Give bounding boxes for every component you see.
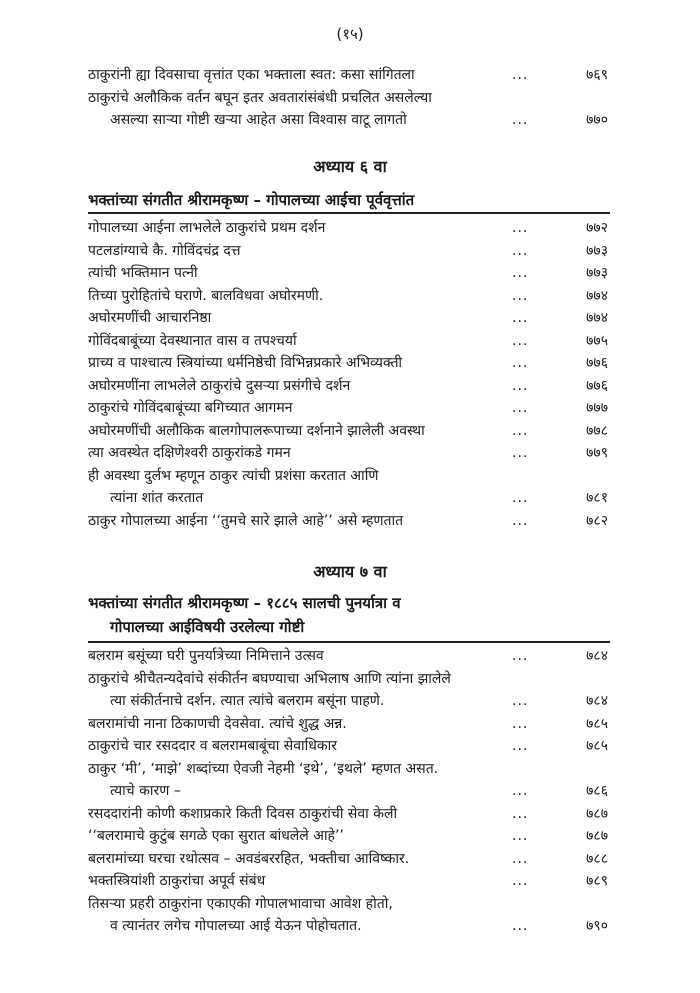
- chapter-heading: अध्याय ७ वा: [313, 562, 387, 581]
- toc-entry-text: ‘‘बलरामाचे कुटुंब सगळे एका सुरात बांधलेले आहे’’ ... ७८७: [88, 825, 608, 848]
- toc-entry-page: ७८१: [586, 490, 608, 506]
- leader-dots: ...: [512, 738, 529, 754]
- toc-entry-page: ७७३: [586, 242, 608, 259]
- toc-entry-text: अघोरमणींची आचारनिष्ठा ... ७७४: [88, 307, 608, 330]
- leader-dots: ...: [512, 112, 529, 128]
- toc-entry: [88, 420, 608, 443]
- toc-entry: [88, 262, 608, 285]
- toc-entry-text: तिच्या पुरोहितांचे घराणे. बालविधवा अघोरमणी. ... ७७४: [88, 285, 608, 308]
- chapter-heading: अध्याय ६ वा: [313, 157, 387, 176]
- toc-entry-page: ७७७: [586, 400, 608, 416]
- toc-entry: [88, 713, 608, 736]
- toc-entry-page: ७८२: [586, 512, 608, 529]
- leader-dots: ...: [512, 332, 529, 349]
- leader-dots: ...: [512, 873, 529, 889]
- toc-entry-page: ७७२: [586, 220, 608, 236]
- toc-entry: [88, 465, 608, 510]
- leader-dots: ...: [512, 67, 529, 83]
- toc-entry-page: ७८४: [586, 648, 608, 664]
- toc-entry-text: ठाकुरांचे गोविंदबाबूंच्या बगिच्यात आगमन ... ७७७: [88, 397, 608, 420]
- toc-entry-text: ठाकुरांचे श्रीचैतन्यदेवांचे संकीर्तन बघण्याचा अभिलाष आणि त्यांना झालेले: [88, 670, 451, 687]
- toc-entry-text: त्यांना शांत करतात ... ७८१: [88, 487, 608, 510]
- toc-entry-page: ७८५: [586, 715, 608, 732]
- toc-entry-text: ठाकुरांनी ह्या दिवसाचा वृत्तांत एका भक्ताला स्वत: कसा सांगितला ... ७६९: [88, 64, 608, 87]
- leader-dots: ...: [512, 693, 529, 709]
- toc-entry-text: ठाकुरांचे अलौकिक वर्तन बघून इतर अवतारांसंबंधी प्रचलित असलेल्या: [88, 89, 432, 106]
- toc-entry-page: ७६९: [586, 67, 608, 83]
- toc-entry-text: अघोरमणींना लाभलेले ठाकुरांचे दुसऱ्या प्रसंगीचे दर्शन ... ७७६: [88, 375, 608, 398]
- toc-entry-page: ७७८: [586, 422, 608, 439]
- toc-entry-page: ७८६: [586, 783, 608, 799]
- toc-entry: [88, 217, 608, 240]
- leader-dots: ...: [512, 783, 529, 799]
- toc-entry: [88, 64, 608, 87]
- section-title: [88, 591, 618, 639]
- toc-entry-page: ७९०: [586, 918, 608, 934]
- toc-entry-text: व त्यानंतर लगेच गोपालच्या आई येऊन पोहोचतात. ... ७९०: [88, 915, 608, 938]
- section-rule: [88, 641, 610, 643]
- toc-entry-text: रसददारांनी कोणी कशाप्रकारे किती दिवस ठाकुरांची सेवा केली ... ७८७: [88, 803, 608, 826]
- leader-dots: ...: [512, 512, 529, 529]
- leader-dots: ...: [512, 918, 529, 934]
- page-number: (१५): [336, 25, 364, 43]
- leader-dots: ...: [512, 490, 529, 506]
- toc-entry-text: भक्तस्त्रियांशी ठाकुरांचा अपूर्व संबंध ... ७८९: [88, 870, 608, 893]
- toc-entry-text: त्याचे कारण – ... ७८६: [88, 780, 608, 803]
- toc-entry-text: गोपालच्या आईना लाभलेले ठाकुरांचे प्रथम दर्शन ... ७७२: [88, 217, 608, 240]
- toc-entry-text: बलरामांच्या घरचा रथोत्सव – अवडंबररहित, भक्तीचा आविष्कार. ... ७८८: [88, 848, 608, 871]
- toc-entry: [88, 848, 608, 871]
- toc-entry-text: ठाकुर ‘मी’, ‘माझे’ शब्दांच्या ऐवजी नेहमी ‘इथे’, ‘इथले’ म्हणत असत.: [88, 760, 439, 777]
- leader-dots: ...: [512, 445, 529, 461]
- toc-entry: [88, 668, 608, 713]
- toc-entry-text: ठाकुर गोपालच्या आईना ‘‘तुमचे सारे झाले आहे’’ असे म्हणतात ... ७८२: [88, 510, 608, 533]
- toc-entry: [88, 758, 608, 803]
- toc-entry-page: ७७६: [586, 377, 608, 394]
- toc-entry-text: त्या संकीर्तनाचे दर्शन. त्यात त्यांचे बलराम बसूंना पाहणे. ... ७८४: [88, 690, 608, 713]
- toc-entry-text: पटलडांग्याचे कै. गोविंदचंद्र दत्त ... ७७३: [88, 240, 608, 263]
- section-title: भक्तांच्या संगतीत श्रीरामकृष्ण – गोपालच्या आईचा पूर्ववृत्तांत: [88, 191, 415, 209]
- leader-dots: ...: [512, 355, 529, 371]
- leader-dots: ...: [512, 422, 529, 439]
- toc-entry-page: ७८५: [586, 738, 608, 754]
- toc-entry-text: बलराम बसूंच्या घरी पुनर्यात्रेच्या निमित्ताने उत्सव ... ७८४: [88, 645, 608, 668]
- toc-entry: [88, 285, 608, 308]
- leader-dots: ...: [512, 715, 529, 732]
- leader-dots: ...: [512, 265, 529, 281]
- toc-entry: [88, 870, 608, 893]
- toc-entry-text: अघोरमणींची अलौकिक बालगोपालरूपाच्या दर्शनाने झालेली अवस्था ... ७७८: [88, 420, 608, 443]
- section-title-line: गोपालच्या आईविषयी उरलेल्या गोष्टी: [110, 618, 305, 636]
- toc-entry: [88, 352, 608, 375]
- toc-entry-page: ७७५: [586, 332, 608, 349]
- toc-entry-page: ७८९: [586, 873, 608, 889]
- toc-entry-page: ७७४: [586, 310, 608, 326]
- leader-dots: ...: [512, 648, 529, 664]
- toc-entry-page: ७८८: [586, 850, 608, 867]
- toc-entry-text: त्या अवस्थेत दक्षिणेश्वरी ठाकुरांकडे गमन ... ७७९: [88, 442, 608, 465]
- toc-entry: [88, 87, 608, 132]
- leader-dots: ...: [512, 828, 529, 844]
- section-rule: [88, 212, 610, 214]
- toc-entry: [88, 240, 608, 263]
- toc-entry-text: प्राच्य व पाश्चात्य स्त्रियांच्या धर्मनिष्ठेची विभिन्नप्रकारे अभिव्यक्ती ... ७७६: [88, 352, 608, 375]
- toc-entry-text: त्यांची भक्तिमान पत्नी ... ७७३: [88, 262, 608, 285]
- toc-entry: [88, 442, 608, 465]
- toc-entry-page: ७७३: [586, 265, 608, 281]
- toc-entry: [88, 645, 608, 668]
- leader-dots: ...: [512, 310, 529, 326]
- toc-entry-text: ही अवस्था दुर्लभ म्हणून ठाकुर त्यांची प्रशंसा करतात आणि: [88, 467, 379, 484]
- leader-dots: ...: [512, 805, 529, 822]
- toc-entry: [88, 825, 608, 848]
- toc-entry-page: ७७०: [586, 112, 608, 128]
- toc-entry-text: बलरामांची नाना ठिकाणची देवसेवा. त्यांचे शुद्ध अन्न. ... ७८५: [88, 713, 608, 736]
- toc-entry: [88, 803, 608, 826]
- toc-entry: [88, 330, 608, 353]
- leader-dots: ...: [512, 400, 529, 416]
- toc-entry-page: ७७६: [586, 355, 608, 371]
- toc-entry-text: ठाकुरांचे चार रसददार व बलरामबाबूंचा सेवाधिकार ... ७८५: [88, 735, 608, 758]
- toc-entry: [88, 510, 608, 533]
- toc-entry: [88, 893, 608, 938]
- toc-entry-page: ७७९: [586, 445, 608, 461]
- toc-entry-text: तिसऱ्या प्रहरी ठाकुरांना एकाएकी गोपालभावाचा आवेश होतो,: [88, 895, 393, 912]
- leader-dots: ...: [512, 850, 529, 867]
- toc-entry: [88, 307, 608, 330]
- toc-entry-page: ७८७: [586, 805, 608, 822]
- toc-entry-page: ७७४: [586, 287, 608, 304]
- leader-dots: ...: [512, 377, 529, 394]
- toc-entry: [88, 735, 608, 758]
- leader-dots: ...: [512, 242, 529, 259]
- leader-dots: ...: [512, 220, 529, 236]
- toc-entry-text: असल्या साऱ्या गोष्टी खऱ्या आहेत असा विश्वास वाटू लागतो ... ७७०: [88, 109, 608, 132]
- toc-entry-page: ७८७: [586, 828, 608, 844]
- leader-dots: ...: [512, 287, 529, 304]
- section-title-line: भक्तांच्या संगतीत श्रीरामकृष्ण – १८८५ सालची पुनर्यात्रा व: [88, 594, 401, 612]
- toc-entry: [88, 397, 608, 420]
- toc-entry: [88, 375, 608, 398]
- toc-entry-text: गोविंदबाबूंच्या देवस्थानात वास व तपश्चर्या ... ७७५: [88, 330, 608, 353]
- toc-entry-page: ७८४: [586, 693, 608, 709]
